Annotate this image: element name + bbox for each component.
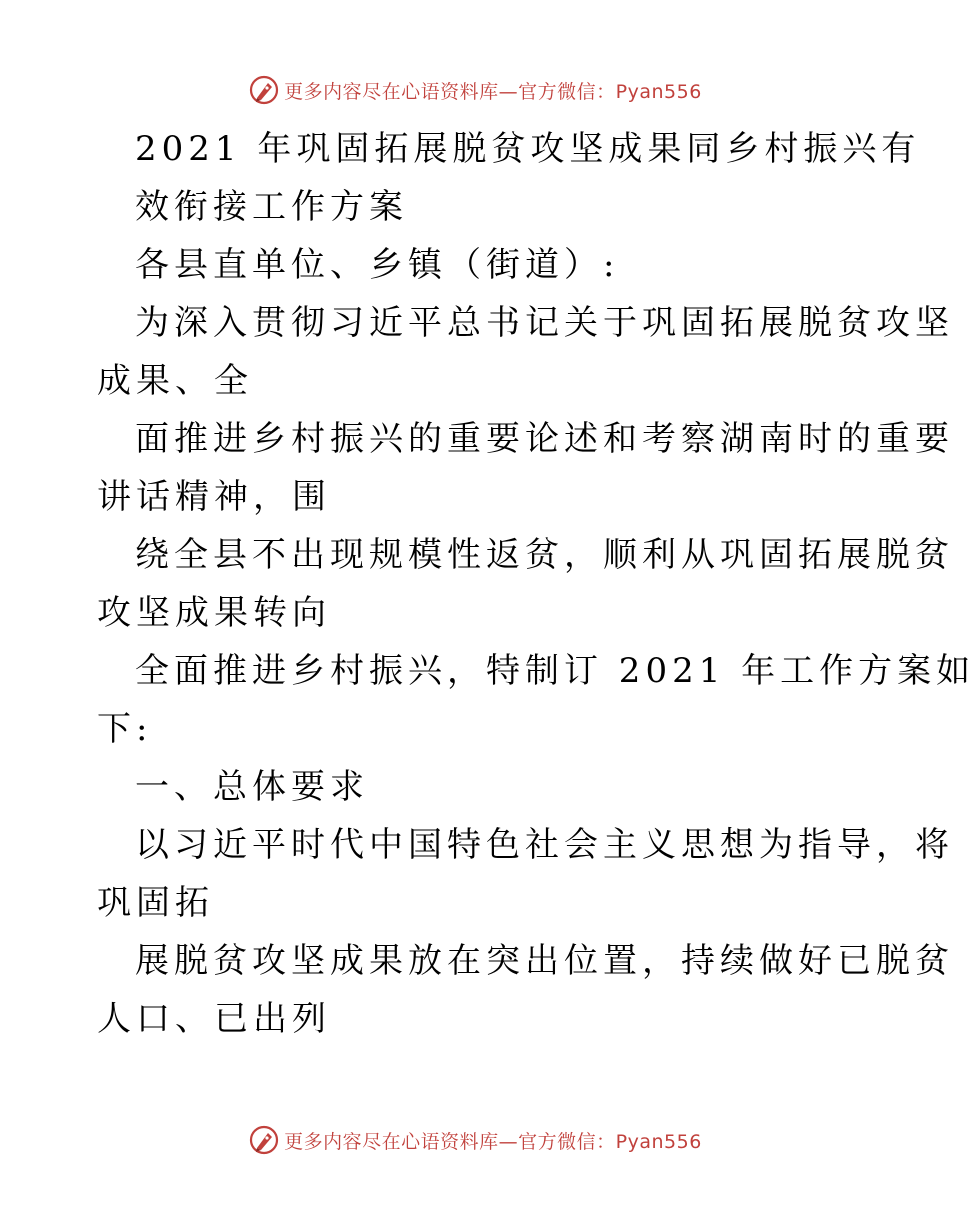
pen-nib-logo-icon (248, 74, 280, 106)
doc-salutation: 各县直单位、乡镇（街道）: (135, 245, 620, 285)
header-banner-text: 更多内容尽在心语资料库—官方微信：Pyan556 (284, 80, 702, 103)
pen-nib-logo-icon (248, 1124, 280, 1156)
doc-paragraph-line: 展脱贫攻坚成果放在突出位置，持续做好已脱贫 (135, 941, 954, 981)
doc-paragraph-line: 面推进乡村振兴的重要论述和考察湖南时的重要 (135, 419, 954, 459)
doc-paragraph-line: 巩固拓 (97, 883, 214, 923)
doc-paragraph-line: 以习近平时代中国特色社会主义思想为指导，将 (135, 825, 954, 865)
doc-title-line-1: 2021 年巩固拓展脱贫攻坚成果同乡村振兴有 (135, 129, 921, 169)
doc-paragraph-line: 人口、已出列 (97, 999, 331, 1039)
doc-paragraph-line: 下: (97, 709, 153, 749)
doc-paragraph-line: 攻坚成果转向 (97, 593, 331, 633)
doc-paragraph-line: 成果、全 (97, 361, 253, 401)
footer-banner-text: 更多内容尽在心语资料库—官方微信：Pyan556 (284, 1130, 702, 1153)
doc-paragraph-line: 讲话精神，围 (97, 477, 331, 517)
footer-banner (0, 1120, 950, 1160)
doc-paragraph-line: 全面推进乡村振兴，特制订 2021 年工作方案如 (135, 651, 975, 691)
doc-section-heading: 一、总体要求 (135, 767, 369, 807)
doc-paragraph-line: 为深入贯彻习近平总书记关于巩固拓展脱贫攻坚 (135, 303, 954, 343)
doc-title-line-2: 效衔接工作方案 (135, 187, 408, 227)
doc-paragraph-line: 绕全县不出现规模性返贫，顺利从巩固拓展脱贫 (135, 535, 954, 575)
header-banner (0, 70, 950, 110)
document-body (97, 120, 975, 1048)
